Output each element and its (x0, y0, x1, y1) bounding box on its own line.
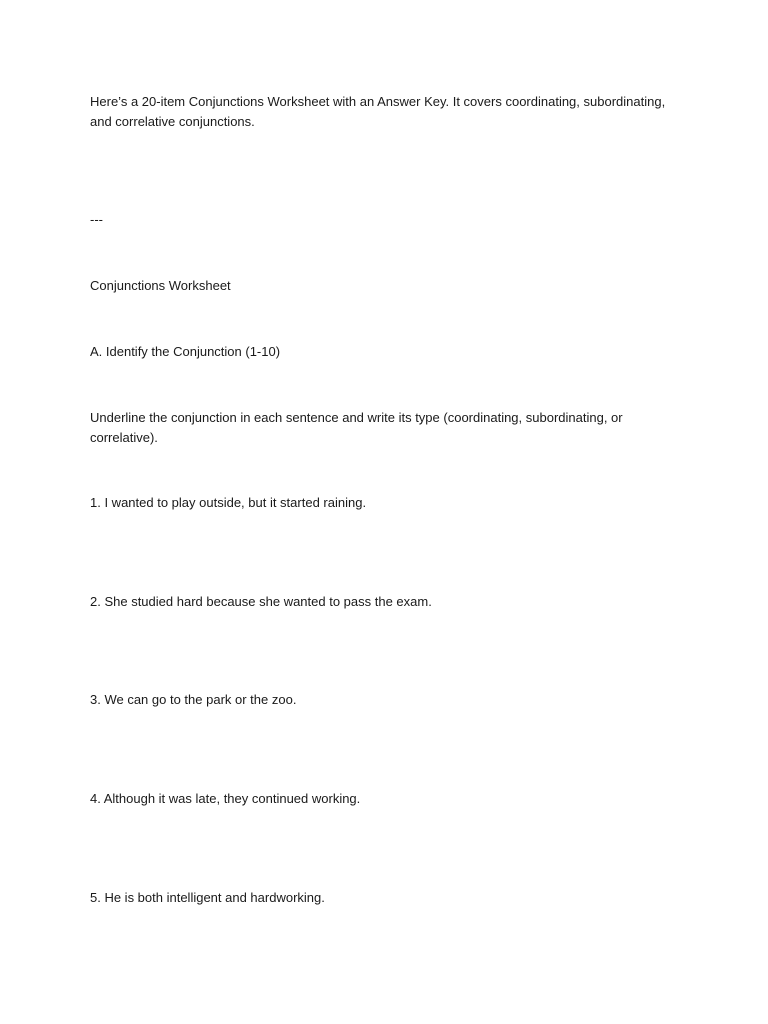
section-separator: --- (90, 212, 103, 227)
question-item-3: 3. We can go to the park or the zoo. (90, 692, 297, 707)
question-item-2: 2. She studied hard because she wanted to pass the exam. (90, 594, 432, 609)
intro-paragraph: Here’s a 20-item Conjunctions Worksheet with an Answer Key. It covers coordinating, subordinating, and correlative conjunctions. (90, 94, 666, 129)
worksheet-title: Conjunctions Worksheet (90, 278, 231, 293)
question-item-4: 4. Although it was late, they continued working. (90, 791, 361, 806)
section-a-heading: A. Identify the Conjunction (1-10) (90, 344, 281, 359)
section-a-instructions: Underline the conjunction in each sentence and write its type (coordinating, subordinating, or correlative). (90, 410, 623, 445)
question-item-5: 5. He is both intelligent and hardworking. (90, 890, 325, 905)
question-item-1: 1. I wanted to play outside, but it started raining. (90, 495, 367, 510)
